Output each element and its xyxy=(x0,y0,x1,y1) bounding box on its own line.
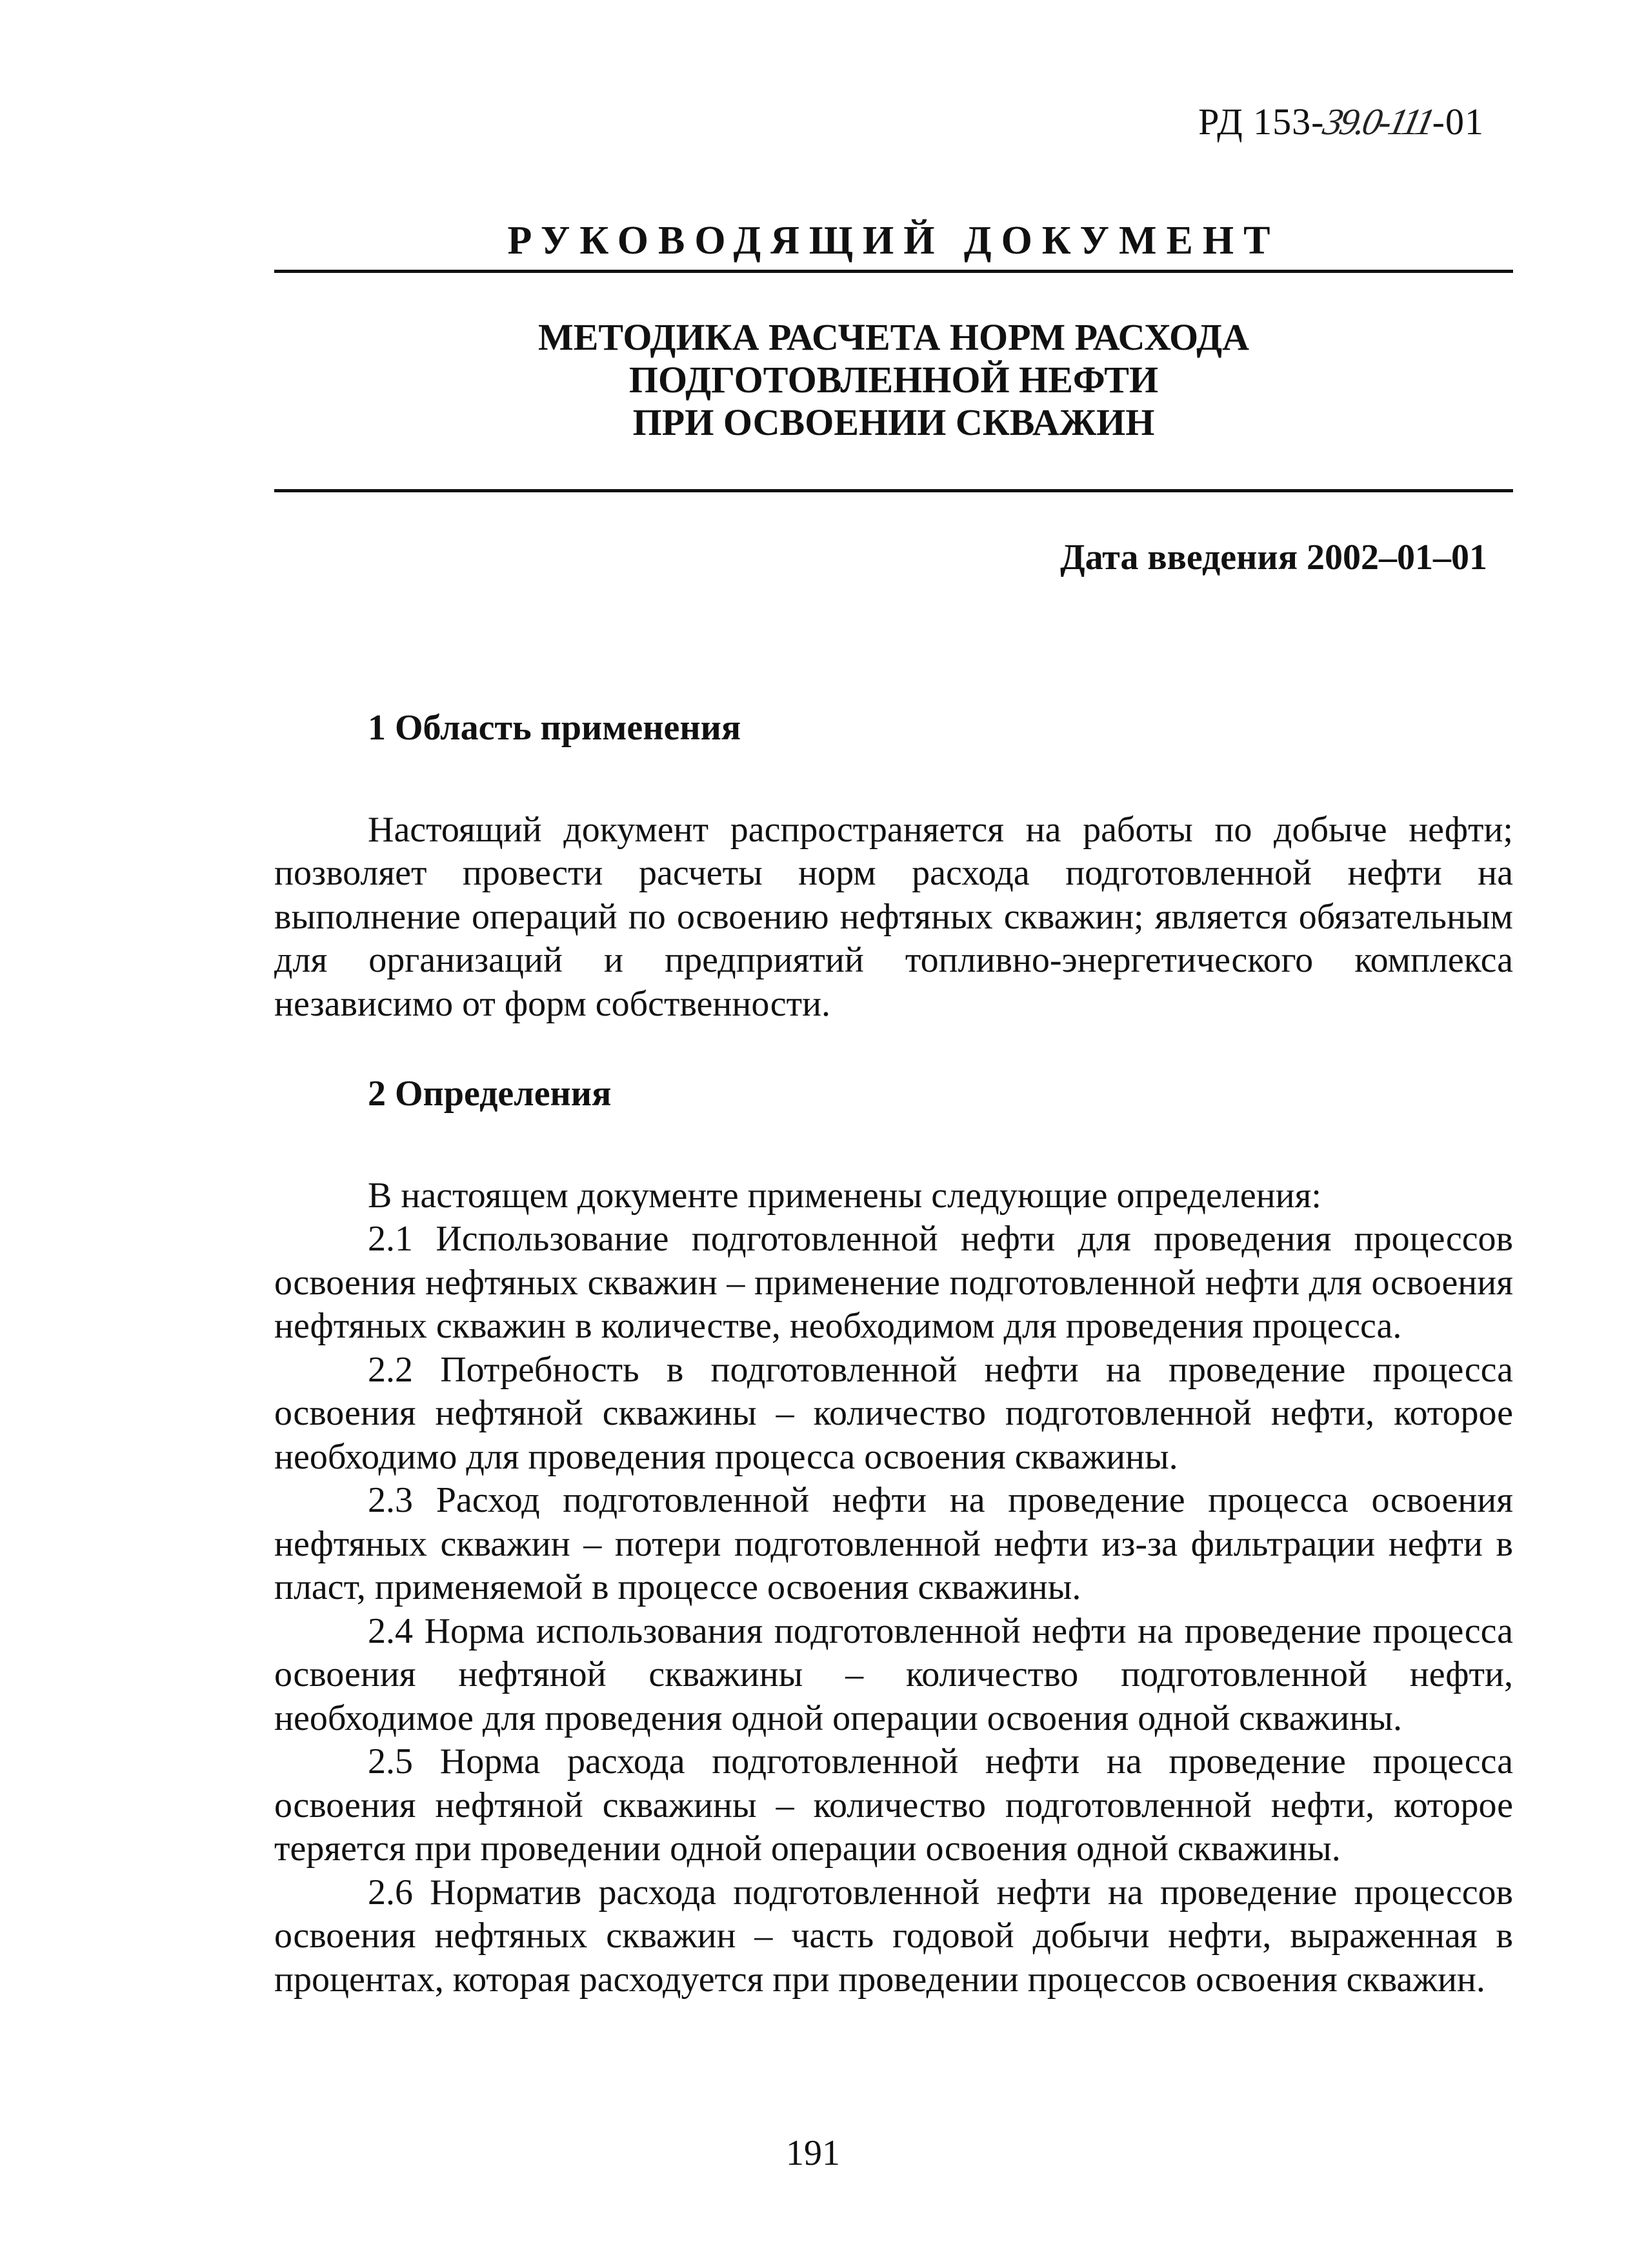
section-heading-definitions: 2 Определения xyxy=(368,1074,612,1114)
title-line-2: ПОДГОТОВЛЕННОЙ НЕФТИ xyxy=(628,359,1159,401)
top-divider xyxy=(274,270,1513,273)
definition-2-5: 2.5 Норма расхода подготовленной нефти на проведение процесса освоения нефтяной скважины – количество подготовленной нефти, которое теряется при проведении одной операции освоения одной скважины. xyxy=(274,1741,1513,1869)
page-number: 191 xyxy=(786,2133,840,2173)
title-divider xyxy=(274,489,1513,492)
definitions-intro: В настоящем документе применены следующие определения: xyxy=(368,1175,1321,1216)
document-code-handwritten: 39.0-111 xyxy=(1320,101,1437,143)
definition-2-1: 2.1 Использование подготовленной нефти для проведения процессов освоения нефтяных скважин – применение подготовленной нефти для освоения нефтяных скважин в количестве, необходимом для проведения процесса. xyxy=(274,1219,1513,1346)
title-line-1: МЕТОДИКА РАСЧЕТА НОРМ РАСХОДА xyxy=(537,316,1250,358)
document-body xyxy=(274,707,1513,2002)
document-code-prefix: РД 153- xyxy=(1198,101,1325,143)
definition-2-6: 2.6 Норматив расхода подготовленной нефти на проведение процессов освоения нефтяных скважин – часть годовой добычи нефти, выраженная в процентах, которая расходуется при проведении процессов освоения скважин. xyxy=(274,1872,1513,2000)
section-heading-scope: 1 Область применения xyxy=(368,708,741,748)
definition-2-2: 2.2 Потребность в подготовленной нефти на проведение процесса освоения нефтяной скважины – количество подготовленной нефти, которое необходимо для проведения процесса освоения скважины. xyxy=(274,1349,1513,1477)
document-code xyxy=(1198,100,1484,143)
document-title xyxy=(274,316,1513,444)
scope-paragraph: Настоящий документ распространяется на работы по добыче нефти; позволяет провести расчеты норм расхода подготовленной нефти на выполнение операций по освоению нефтяных скважин; является обязательным для организаций и предприятий топливно-энергетического комплекса независимо от форм собственности. xyxy=(274,809,1513,1024)
document-code-suffix: -01 xyxy=(1432,101,1484,143)
definition-2-3: 2.3 Расход подготовленной нефти на проведение процесса освоения нефтяных скважин – потери подготовленной нефти из-за фильтрации нефти в пласт, применяемой в процессе освоения скважины. xyxy=(274,1480,1513,1607)
definition-2-4: 2.4 Норма использования подготовленной нефти на проведение процесса освоения нефтяной скважины – количество подготовленной нефти, необходимое для проведения одной операции освоения одной скважины. xyxy=(274,1611,1513,1738)
document-type-heading: РУКОВОДЯЩИЙ ДОКУМЕНТ xyxy=(507,219,1280,263)
introduction-date: Дата введения 2002–01–01 xyxy=(1060,537,1487,577)
title-line-3: ПРИ ОСВОЕНИИ СКВАЖИН xyxy=(632,401,1155,443)
